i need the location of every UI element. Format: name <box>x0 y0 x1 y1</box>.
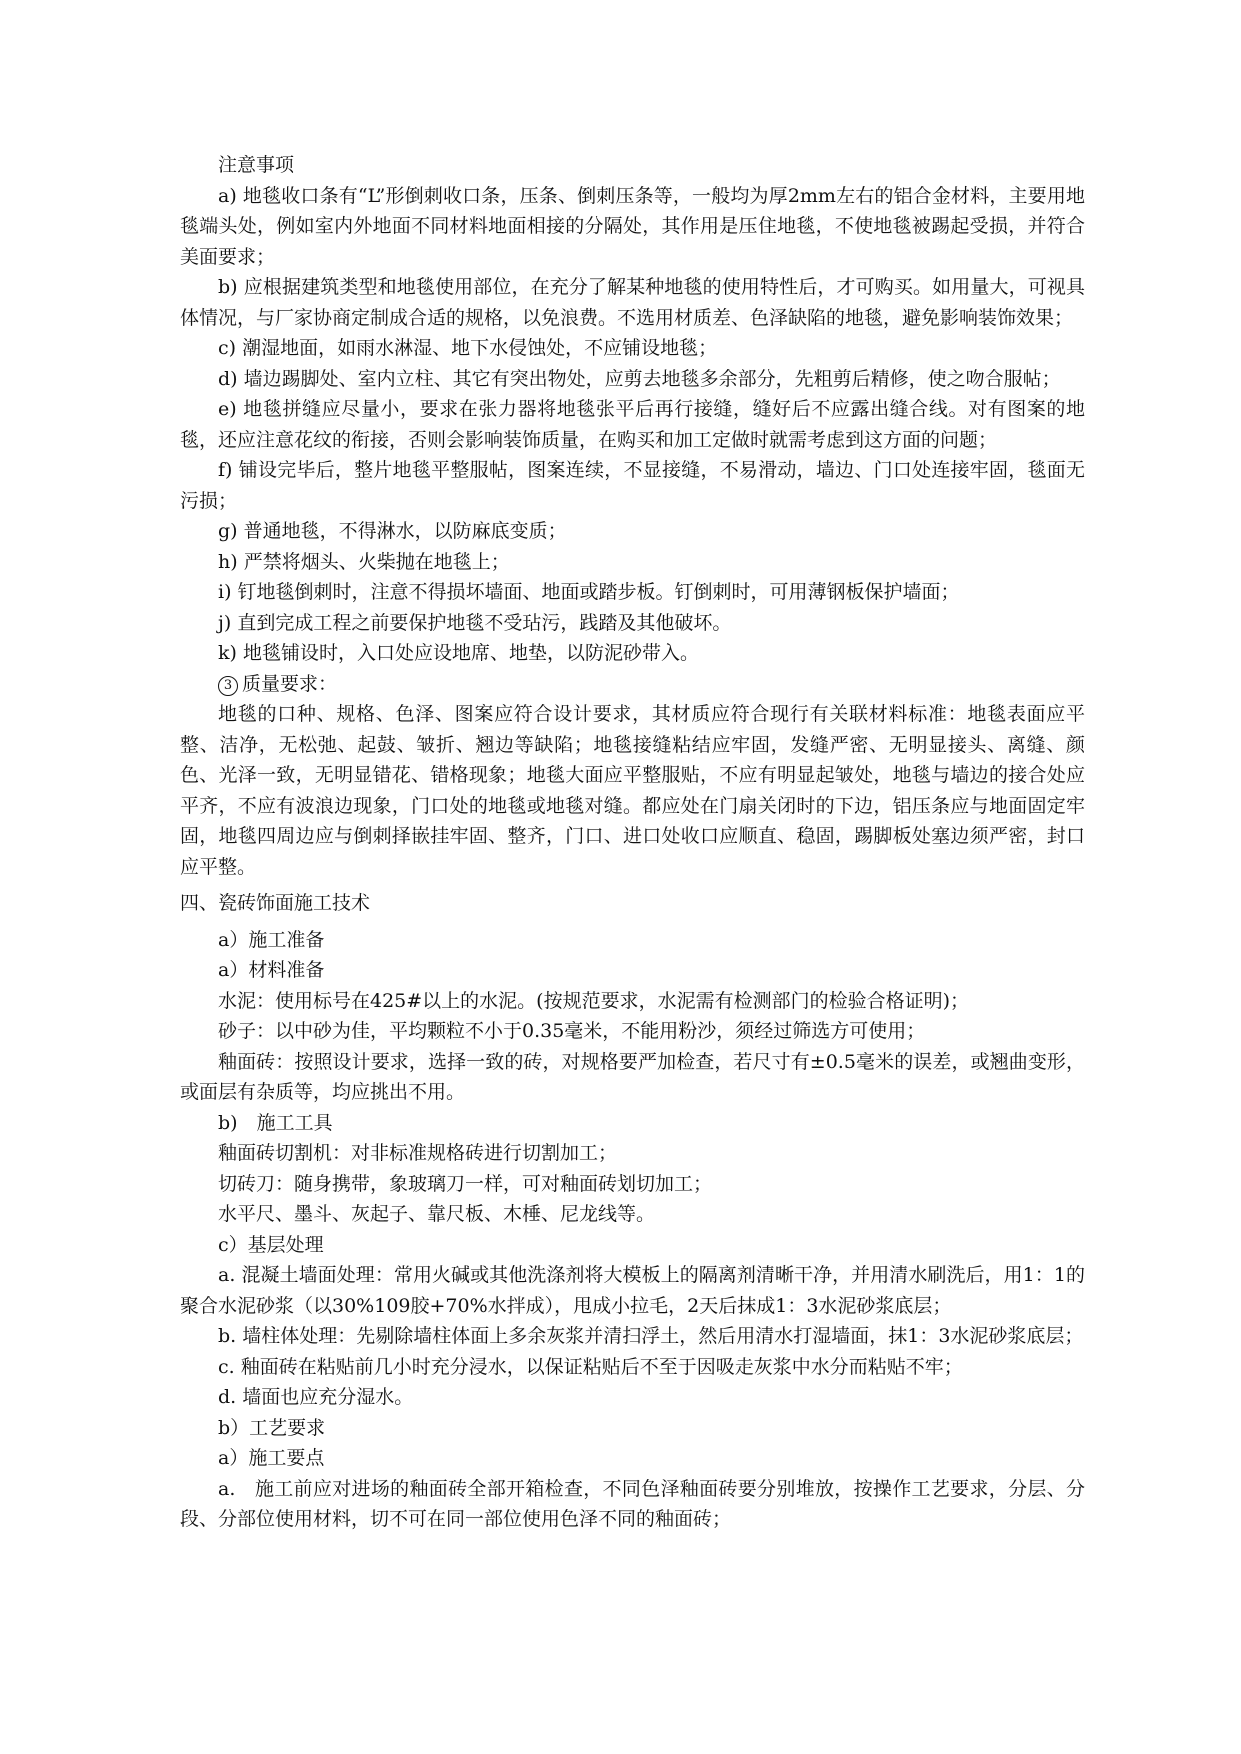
material-cement: 水泥：使用标号在425#以上的水泥。(按规范要求，水泥需有检测部门的检验合格证明)； <box>218 989 970 1012</box>
base-item-d: d. 墙面也应充分湿水。 <box>218 1386 414 1408</box>
base-item-b: b. 墙柱体处理：先剔除墙柱体面上多余灰浆并清扫浮土，然后用清水打湿墙面，抹1：3水泥砂浆底层； <box>218 1325 1084 1347</box>
prep-title: a）施工准备 <box>218 928 325 951</box>
circled-number: 3 <box>218 676 238 696</box>
quality-title: 质量要求： <box>242 672 338 695</box>
materials-title: a）材料准备 <box>218 959 325 981</box>
note-item-f: f) 铺设完毕后，整片地毯平整服帖，图案连续，不显接缝，不易滑动，墙边、门口处连接牢固，毯面无污损； <box>180 459 1085 512</box>
document-page <box>180 150 1085 1535</box>
base-item-c: c. 釉面砖在粘贴前几小时充分浸水，以保证粘贴后不至于因吸走灰浆中水分而粘贴不牢； <box>218 1355 963 1378</box>
note-item-h: h) 严禁将烟头、火柴抛在地毯上； <box>218 550 510 573</box>
points-title: a）施工要点 <box>218 1447 325 1469</box>
base-item-a: a. 混凝土墙面处理：常用火碱或其他洗涤剂将大模板上的隔离剂清晰干净，并用清水刷洗后，用1：1的聚合水泥砂浆（以30%109胶+70%水拌成），甩成小拉毛，2天后抹成1：3水泥砂浆底层； <box>180 1264 1085 1317</box>
tool-cutter: 釉面砖切割机：对非标准规格砖进行切割加工； <box>218 1142 618 1164</box>
craft-title: b）工艺要求 <box>218 1416 326 1439</box>
note-item-j: j) 直到完成工程之前要保护地毯不受玷污，践踏及其他破坏。 <box>218 611 732 634</box>
section-4-title: 四、瓷砖饰面施工技术 <box>180 892 371 914</box>
note-item-g: g) 普通地毯，不得淋水，以防麻底变质； <box>218 520 567 542</box>
note-item-e: e) 地毯拼缝应尽量小，要求在张力器将地毯张平后再行接缝，缝好后不应露出缝合线。对有图案的地毯，还应注意花纹的衔接，否则会影响装饰质量，在购买和加工定做时就需考虑到这方面的问题； <box>180 398 1085 451</box>
note-item-d: d) 墙边踢脚处、室内立柱、其它有突出物处，应剪去地毯多余部分，先粗剪后精修，使之吻合服帖； <box>218 367 1061 390</box>
note-item-k: k) 地毯铺设时，入口处应设地席、地垫，以防泥砂带入。 <box>218 642 699 664</box>
base-title: c）基层处理 <box>218 1233 324 1256</box>
note-item-i: i) 钉地毯倒刺时，注意不得损坏墙面、地面或踏步板。钉倒刺时，可用薄钢板保护墙面； <box>218 581 960 603</box>
quality-body: 地毯的口种、规格、色泽、图案应符合设计要求，其材质应符合现行有关联材料标准：地毯表面应平整、洁净，无松弛、起鼓、皱折、翘边等缺陷；地毯接缝粘结应牢固，发缝严密、无明显接头、离缝、颜色、光泽一致，无明显错花、错格现象；地毯大面应平整服贴，不应有明显起皱处，地毯与墙边的接合处应平齐，不应有波浪边现象，门口处的地毯或地毯对缝。都应处在门扇关闭时的下边，铝压条应与地面固定牢固，地毯四周边应与倒刺择嵌挂牢固、整齐，门口、进口处收口应顺直、稳固，踢脚板处塞边须严密，封口应平整。 <box>180 703 1085 878</box>
note-item-b: b) 应根据建筑类型和地毯使用部位，在充分了解某种地毯的使用特性后，才可购买。如用量大，可视具体情况，与厂家协商定制成合适的规格，以免浪费。不选用材质差、色泽缺陷的地毯，避免影响装饰效果； <box>180 276 1085 329</box>
material-tile: 釉面砖：按照设计要求，选择一致的砖，对规格要严加检查，若尺寸有±0.5毫米的误差，或翘曲变形，或面层有杂质等，均应挑出不用。 <box>180 1050 1085 1103</box>
note-item-a: a) 地毯收口条有“L”形倒刺收口条，压条、倒刺压条等，一般均为厚2mm左右的铝合金材料，主要用地毯端头处，例如室内外地面不同材料地面相接的分隔处，其作用是压住地毯，不使地毯被踢起受损，并符合美面要求； <box>180 184 1085 268</box>
point-item-a: a. 施工前应对进场的釉面砖全部开箱检查，不同色泽釉面砖要分别堆放，按操作工艺要求，分层、分段、分部位使用材料，切不可在同一部位使用色泽不同的釉面砖； <box>180 1477 1085 1530</box>
notes-title: 注意事项 <box>218 154 295 176</box>
material-sand: 砂子：以中砂为佳，平均颗粒不小于0.35毫米，不能用粉沙，须经过筛选方可使用； <box>218 1020 926 1042</box>
tools-title: b) 施工工具 <box>218 1111 333 1134</box>
tool-misc: 水平尺、墨斗、灰起子、靠尺板、木棰、尼龙线等。 <box>218 1203 656 1225</box>
note-item-c: c) 潮湿地面，如雨水淋湿、地下水侵蚀处，不应铺设地毯； <box>218 337 718 359</box>
quality-heading <box>180 669 1085 700</box>
tool-knife: 切砖刀：随身携带，象玻璃刀一样，可对釉面砖划切加工； <box>218 1172 713 1195</box>
